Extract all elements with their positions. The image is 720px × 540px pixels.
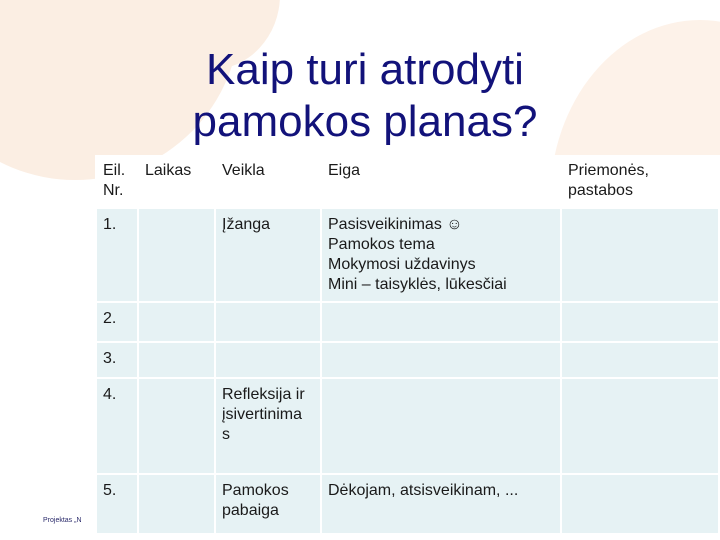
cell-nr: 5.: [96, 474, 138, 534]
table-header-row: [96, 155, 719, 208]
cell-nr: 1.: [96, 208, 138, 302]
cell-priemones: [561, 474, 719, 534]
cell-nr: 2.: [96, 302, 138, 342]
cell-priemones: [561, 302, 719, 342]
cell-priemones: [561, 342, 719, 378]
eiga-line: Pasisveikinimas ☺: [328, 216, 463, 233]
cell-veikla: Refleksija ir įsivertinima s: [215, 378, 321, 474]
table-row: [96, 474, 719, 534]
cell-veikla: Įžanga: [215, 208, 321, 302]
table-row: [96, 378, 719, 474]
eiga-line: Dėkojam, atsisveikinam, ...: [328, 482, 519, 499]
cell-eiga: [321, 208, 561, 302]
header-laikas: Laikas: [138, 155, 215, 208]
table-row: [96, 302, 719, 342]
cell-eiga: [321, 302, 561, 342]
cell-priemones: [561, 208, 719, 302]
cell-laikas: [138, 342, 215, 378]
header-veikla: Veikla: [215, 155, 321, 208]
slide-title: [150, 44, 580, 148]
title-line-2: pamokos planas?: [192, 97, 538, 146]
header-priemones: Priemonės, pastabos: [561, 155, 719, 208]
table-row: [96, 342, 719, 378]
cell-laikas: [138, 474, 215, 534]
eiga-line: Mini – taisyklės, lūkesčiai: [328, 276, 507, 293]
header-eiga: Eiga: [321, 155, 561, 208]
cell-laikas: [138, 208, 215, 302]
cell-veikla: [215, 302, 321, 342]
cell-eiga: [321, 474, 561, 534]
lesson-plan-table: [95, 155, 720, 535]
header-nr: Eil. Nr.: [96, 155, 138, 208]
cell-veikla: Pamokos pabaiga: [215, 474, 321, 534]
table-row: [96, 208, 719, 302]
cell-laikas: [138, 378, 215, 474]
cell-nr: 4.: [96, 378, 138, 474]
eiga-line: Mokymosi uždavinys: [328, 256, 476, 273]
cell-eiga: [321, 378, 561, 474]
cell-priemones: [561, 378, 719, 474]
cell-laikas: [138, 302, 215, 342]
footer-text: Projektas „N: [43, 517, 82, 524]
cell-nr: 3.: [96, 342, 138, 378]
eiga-line: Pamokos tema: [328, 236, 435, 253]
cell-veikla: [215, 342, 321, 378]
cell-eiga: [321, 342, 561, 378]
title-line-1: Kaip turi atrodyti: [206, 45, 524, 94]
